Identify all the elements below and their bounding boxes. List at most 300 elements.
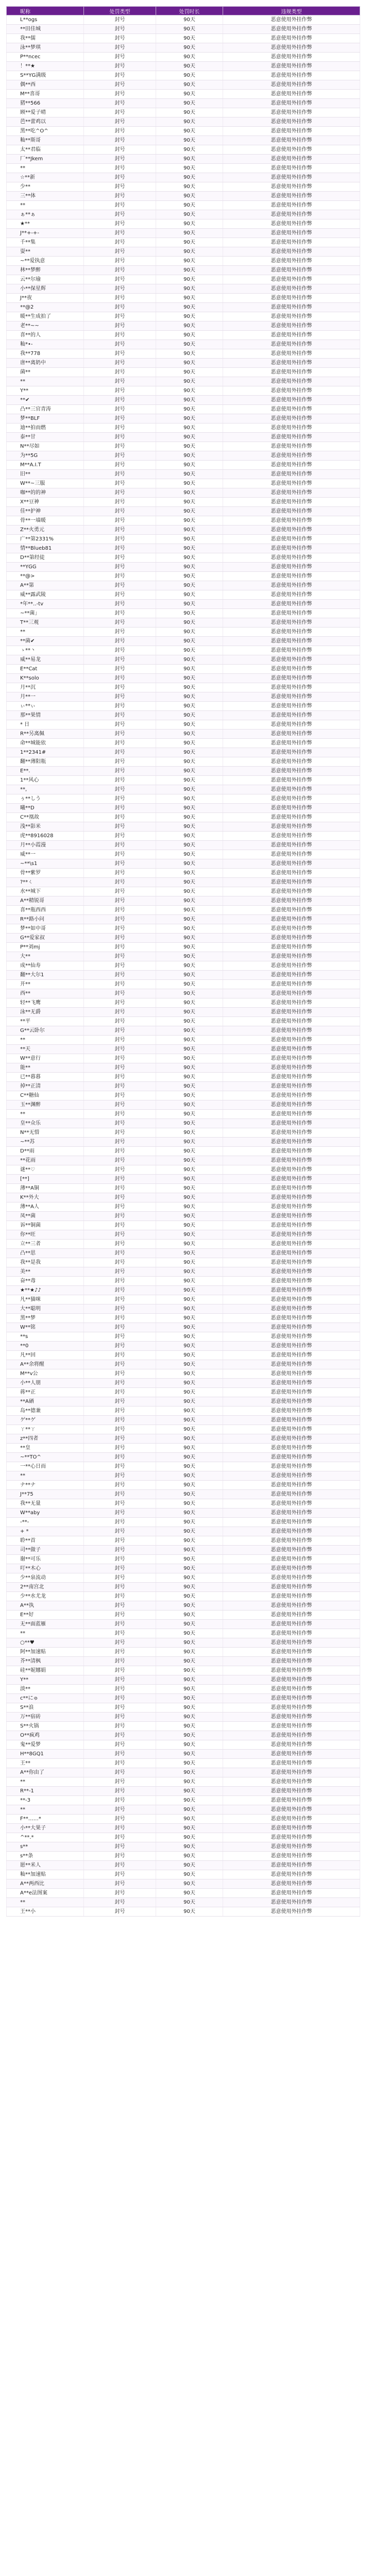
cell-nickname: 老**~~ <box>7 321 84 331</box>
cell-penalty-type: 封号 <box>84 720 156 730</box>
cell-penalty-type: 封号 <box>84 1471 156 1481</box>
cell-penalty-duration: 90天 <box>156 1629 223 1638</box>
cell-nickname: 命**城能依 <box>7 739 84 748</box>
table-row <box>7 1230 360 1240</box>
cell-nickname: **花雨 <box>7 1156 84 1165</box>
cell-penalty-type: 封号 <box>84 1267 156 1277</box>
table-row <box>7 1119 360 1128</box>
cell-nickname: **@2 <box>7 303 84 312</box>
cell-nickname: W**~三服 <box>7 479 84 488</box>
cell-nickname: 大**聪明 <box>7 1304 84 1314</box>
cell-penalty-type: 封号 <box>84 433 156 442</box>
cell-penalty-duration: 90天 <box>156 423 223 433</box>
cell-penalty-type: 封号 <box>84 1184 156 1193</box>
cell-penalty-type: 封号 <box>84 1620 156 1629</box>
cell-violation-type: 恶意使用外挂作弊 <box>223 665 360 674</box>
cell-penalty-type: 封号 <box>84 618 156 628</box>
table-row <box>7 1128 360 1138</box>
cell-nickname: 水**城下 <box>7 887 84 896</box>
cell-penalty-duration: 90天 <box>156 1527 223 1536</box>
cell-violation-type: 恶意使用外挂作弊 <box>223 312 360 321</box>
cell-violation-type: 恶意使用外挂作弊 <box>223 1740 360 1750</box>
cell-penalty-type: 封号 <box>84 405 156 414</box>
cell-penalty-duration: 90天 <box>156 628 223 637</box>
table-row <box>7 1722 360 1731</box>
cell-nickname: R**另离佩 <box>7 730 84 739</box>
cell-penalty-type: 封号 <box>84 1175 156 1184</box>
cell-penalty-type: 封号 <box>84 516 156 526</box>
cell-nickname: D**第经徒 <box>7 553 84 563</box>
cell-violation-type: 恶意使用外挂作弊 <box>223 869 360 878</box>
cell-penalty-type: 封号 <box>84 442 156 451</box>
cell-penalty-type: 封号 <box>84 1536 156 1546</box>
cell-penalty-type: 封号 <box>84 1240 156 1249</box>
cell-violation-type: 恶意使用外挂作弊 <box>223 1017 360 1026</box>
cell-violation-type: 恶意使用外挂作弊 <box>223 210 360 219</box>
cell-violation-type: 恶意使用外挂作弊 <box>223 479 360 488</box>
cell-violation-type: 恶意使用外挂作弊 <box>223 1471 360 1481</box>
cell-nickname: A**余将醒 <box>7 1360 84 1369</box>
cell-nickname: 我**无量 <box>7 1499 84 1509</box>
cell-nickname: E**Cat <box>7 665 84 674</box>
cell-penalty-type: 封号 <box>84 572 156 581</box>
cell-violation-type: 恶意使用外挂作弊 <box>223 1332 360 1342</box>
table-row <box>7 896 360 906</box>
cell-nickname: A**你由了 <box>7 1768 84 1777</box>
table-row <box>7 618 360 628</box>
cell-penalty-type: 封号 <box>84 971 156 980</box>
cell-violation-type: 恶意使用外挂作弊 <box>223 1110 360 1119</box>
cell-violation-type: 恶意使用外挂作弊 <box>223 915 360 924</box>
cell-penalty-type: 封号 <box>84 1907 156 1917</box>
cell-penalty-duration: 90天 <box>156 303 223 312</box>
cell-penalty-type: 封号 <box>84 841 156 850</box>
cell-violation-type: 恶意使用外挂作弊 <box>223 637 360 646</box>
cell-penalty-duration: 90天 <box>156 1406 223 1416</box>
cell-nickname: F**……* <box>7 1815 84 1824</box>
table-row <box>7 1824 360 1833</box>
cell-nickname: ナ**ナ <box>7 1481 84 1490</box>
cell-penalty-type: 封号 <box>84 284 156 294</box>
cell-nickname: 威**易龙 <box>7 655 84 665</box>
table-row <box>7 711 360 720</box>
cell-nickname: N**尽如 <box>7 442 84 451</box>
cell-violation-type: 恶意使用外挂作弊 <box>223 1815 360 1824</box>
cell-violation-type: 恶意使用外挂作弊 <box>223 1258 360 1267</box>
cell-violation-type: 恶意使用外挂作弊 <box>223 934 360 943</box>
cell-nickname: 轻**飞鹰 <box>7 998 84 1008</box>
cell-penalty-duration: 90天 <box>156 1295 223 1304</box>
cell-nickname: 佳**护神 <box>7 507 84 516</box>
cell-penalty-type: 封号 <box>84 80 156 90</box>
cell-penalty-duration: 90天 <box>156 1221 223 1230</box>
cell-penalty-duration: 90天 <box>156 386 223 396</box>
cell-nickname: ~**TO^ <box>7 1453 84 1462</box>
cell-penalty-duration: 90天 <box>156 1036 223 1045</box>
cell-penalty-duration: 90天 <box>156 1657 223 1666</box>
cell-nickname: D**雨 <box>7 1147 84 1156</box>
table-row <box>7 1629 360 1638</box>
cell-violation-type: 恶意使用外挂作弊 <box>223 535 360 544</box>
cell-penalty-type: 封号 <box>84 1638 156 1648</box>
table-row <box>7 340 360 349</box>
table-row <box>7 1175 360 1184</box>
cell-violation-type: 恶意使用外挂作弊 <box>223 544 360 553</box>
cell-nickname: ぅ**しう <box>7 794 84 804</box>
cell-violation-type: 恶意使用外挂作弊 <box>223 1768 360 1777</box>
cell-penalty-duration: 90天 <box>156 813 223 822</box>
cell-violation-type: 恶意使用外挂作弊 <box>223 136 360 145</box>
cell-penalty-duration: 90天 <box>156 961 223 971</box>
cell-penalty-type: 封号 <box>84 1490 156 1499</box>
cell-nickname: ★**★♪♪ <box>7 1286 84 1295</box>
cell-nickname: **平 <box>7 1017 84 1026</box>
cell-nickname: P**刘mj <box>7 943 84 952</box>
cell-violation-type: 恶意使用外挂作弊 <box>223 896 360 906</box>
cell-violation-type: 恶意使用外挂作弊 <box>223 257 360 266</box>
table-row <box>7 201 360 210</box>
cell-penalty-type: 封号 <box>84 90 156 99</box>
cell-penalty-duration: 90天 <box>156 609 223 618</box>
table-row <box>7 1054 360 1063</box>
cell-violation-type: 恶意使用外挂作弊 <box>223 1685 360 1694</box>
cell-violation-type: 恶意使用外挂作弊 <box>223 1889 360 1898</box>
cell-violation-type: 恶意使用外挂作弊 <box>223 488 360 498</box>
cell-penalty-type: 封号 <box>84 15 156 25</box>
cell-penalty-type: 封号 <box>84 628 156 637</box>
table-row <box>7 99 360 108</box>
cell-violation-type: 恶意使用外挂作弊 <box>223 1509 360 1518</box>
table-row <box>7 1314 360 1323</box>
cell-nickname: 林**梦醉 <box>7 266 84 275</box>
cell-penalty-duration: 90天 <box>156 1397 223 1406</box>
cell-nickname: 聆**首 <box>7 1536 84 1546</box>
cell-penalty-duration: 90天 <box>156 488 223 498</box>
table-row <box>7 1156 360 1165</box>
cell-penalty-duration: 90天 <box>156 1611 223 1620</box>
cell-violation-type: 恶意使用外挂作弊 <box>223 563 360 572</box>
cell-penalty-duration: 90天 <box>156 1230 223 1240</box>
cell-penalty-type: 封号 <box>84 1629 156 1638</box>
cell-penalty-type: 封号 <box>84 155 156 164</box>
table-row <box>7 535 360 544</box>
cell-nickname: -**- <box>7 1518 84 1527</box>
cell-penalty-duration: 90天 <box>156 257 223 266</box>
cell-penalty-duration: 90天 <box>156 869 223 878</box>
table-row <box>7 980 360 989</box>
cell-violation-type: 恶意使用外挂作弊 <box>223 961 360 971</box>
table-row <box>7 386 360 396</box>
table-row <box>7 1555 360 1564</box>
cell-violation-type: 恶意使用外挂作弊 <box>223 1573 360 1583</box>
cell-violation-type: 恶意使用外挂作弊 <box>223 1175 360 1184</box>
cell-nickname: 淡** <box>7 1685 84 1694</box>
cell-penalty-type: 封号 <box>84 1527 156 1536</box>
cell-penalty-type: 封号 <box>84 321 156 331</box>
table-row <box>7 924 360 934</box>
cell-penalty-type: 封号 <box>84 1870 156 1879</box>
cell-violation-type: 恶意使用外挂作弊 <box>223 1026 360 1036</box>
cell-violation-type: 恶意使用外挂作弊 <box>223 1100 360 1110</box>
cell-violation-type: 恶意使用外挂作弊 <box>223 804 360 813</box>
cell-nickname: 2**南宫北 <box>7 1583 84 1592</box>
cell-nickname: ぁ**ぁ <box>7 210 84 219</box>
cell-violation-type: 恶意使用外挂作弊 <box>223 646 360 655</box>
table-row <box>7 451 360 461</box>
cell-violation-type: 恶意使用外挂作弊 <box>223 1138 360 1147</box>
table-row <box>7 90 360 99</box>
cell-penalty-type: 封号 <box>84 1666 156 1675</box>
cell-nickname: 菌** <box>7 368 84 377</box>
cell-nickname: ?**ㄑ <box>7 878 84 887</box>
table-row <box>7 1202 360 1212</box>
cell-penalty-type: 封号 <box>84 1833 156 1842</box>
cell-violation-type: 恶意使用外挂作弊 <box>223 1833 360 1842</box>
cell-nickname: **0 <box>7 1342 84 1351</box>
cell-penalty-duration: 90天 <box>156 1648 223 1657</box>
cell-penalty-type: 封号 <box>84 1202 156 1212</box>
table-row <box>7 396 360 405</box>
cell-violation-type: 恶意使用外挂作弊 <box>223 1193 360 1202</box>
cell-penalty-type: 封号 <box>84 507 156 516</box>
table-row <box>7 414 360 423</box>
cell-penalty-type: 封号 <box>84 1045 156 1054</box>
cell-penalty-type: 封号 <box>84 108 156 117</box>
cell-violation-type: 恶意使用外挂作弊 <box>223 275 360 284</box>
cell-penalty-duration: 90天 <box>156 321 223 331</box>
cell-violation-type: 恶意使用外挂作弊 <box>223 1852 360 1861</box>
cell-violation-type: 恶意使用外挂作弊 <box>223 53 360 62</box>
table-row <box>7 730 360 739</box>
cell-violation-type: 恶意使用外挂作弊 <box>223 702 360 711</box>
table-row <box>7 1110 360 1119</box>
cell-penalty-duration: 90天 <box>156 563 223 572</box>
cell-violation-type: 恶意使用外挂作弊 <box>223 340 360 349</box>
cell-penalty-type: 封号 <box>84 1258 156 1267</box>
table-row <box>7 813 360 822</box>
cell-penalty-duration: 90天 <box>156 1536 223 1546</box>
table-row <box>7 998 360 1008</box>
table-row <box>7 1360 360 1369</box>
cell-penalty-type: 封号 <box>84 1304 156 1314</box>
cell-penalty-duration: 90天 <box>156 25 223 34</box>
cell-violation-type: 恶意使用外挂作弊 <box>223 99 360 108</box>
cell-nickname: ** <box>7 1898 84 1907</box>
cell-penalty-duration: 90天 <box>156 294 223 303</box>
table-row <box>7 1731 360 1740</box>
cell-penalty-duration: 90天 <box>156 266 223 275</box>
table-row <box>7 943 360 952</box>
cell-penalty-type: 封号 <box>84 247 156 257</box>
cell-penalty-duration: 90天 <box>156 757 223 767</box>
table-row <box>7 461 360 470</box>
cell-nickname: 已**暮暮 <box>7 1073 84 1082</box>
table-row <box>7 1165 360 1175</box>
cell-nickname: s**条 <box>7 1852 84 1861</box>
table-row <box>7 1073 360 1082</box>
cell-penalty-type: 封号 <box>84 1713 156 1722</box>
cell-nickname: * 日 <box>7 720 84 730</box>
table-row <box>7 164 360 173</box>
cell-penalty-duration: 90天 <box>156 1898 223 1907</box>
cell-penalty-duration: 90天 <box>156 906 223 915</box>
cell-penalty-type: 封号 <box>84 1555 156 1564</box>
cell-penalty-type: 封号 <box>84 822 156 832</box>
table-row <box>7 257 360 266</box>
cell-penalty-duration: 90天 <box>156 526 223 535</box>
table-row <box>7 841 360 850</box>
cell-violation-type: 恶意使用外挂作弊 <box>223 442 360 451</box>
cell-nickname: 情**Blueb81 <box>7 544 84 553</box>
cell-penalty-duration: 90天 <box>156 711 223 720</box>
cell-penalty-duration: 90天 <box>156 229 223 238</box>
cell-nickname: 偶**西 <box>7 80 84 90</box>
cell-penalty-duration: 90天 <box>156 1444 223 1453</box>
cell-nickname: L**ogs <box>7 15 84 25</box>
cell-penalty-duration: 90天 <box>156 1156 223 1165</box>
cell-violation-type: 恶意使用外挂作弊 <box>223 1351 360 1360</box>
cell-nickname: 硅**妮娜娟 <box>7 1666 84 1675</box>
cell-penalty-type: 封号 <box>84 748 156 757</box>
cell-nickname: 籼*•- <box>7 340 84 349</box>
cell-nickname: 凸**三官青涛 <box>7 405 84 414</box>
cell-nickname: **A硒 <box>7 1397 84 1406</box>
cell-penalty-duration: 90天 <box>156 600 223 609</box>
cell-nickname: z**四者 <box>7 1434 84 1444</box>
table-row <box>7 1286 360 1295</box>
cell-penalty-type: 封号 <box>84 869 156 878</box>
cell-penalty-duration: 90天 <box>156 62 223 71</box>
cell-violation-type: 恶意使用外挂作弊 <box>223 1611 360 1620</box>
cell-penalty-type: 封号 <box>84 1842 156 1852</box>
cell-penalty-duration: 90天 <box>156 1518 223 1527</box>
cell-violation-type: 恶意使用外挂作弊 <box>223 572 360 581</box>
table-row <box>7 1425 360 1434</box>
cell-violation-type: 恶意使用外挂作弊 <box>223 1221 360 1230</box>
cell-nickname: 旧** <box>7 470 84 479</box>
cell-penalty-type: 封号 <box>84 943 156 952</box>
cell-penalty-type: 封号 <box>84 785 156 794</box>
cell-nickname: H**8GQ1 <box>7 1750 84 1759</box>
cell-nickname: 少**泉流动 <box>7 1573 84 1583</box>
cell-nickname: ~**\s1 <box>7 859 84 869</box>
cell-nickname: 薄**A铜 <box>7 1184 84 1193</box>
cell-penalty-duration: 90天 <box>156 804 223 813</box>
table-row <box>7 1852 360 1861</box>
cell-violation-type: 恶意使用外挂作弊 <box>223 1063 360 1073</box>
cell-violation-type: 恶意使用外挂作弊 <box>223 359 360 368</box>
cell-violation-type: 恶意使用外挂作弊 <box>223 405 360 414</box>
table-row <box>7 971 360 980</box>
table-row <box>7 1713 360 1722</box>
cell-violation-type: 恶意使用外挂作弊 <box>223 201 360 210</box>
cell-penalty-duration: 90天 <box>156 980 223 989</box>
cell-penalty-type: 封号 <box>84 127 156 136</box>
cell-penalty-duration: 90天 <box>156 516 223 526</box>
cell-violation-type: 恶意使用外挂作弊 <box>223 1583 360 1592</box>
cell-nickname: A**精锐哥 <box>7 896 84 906</box>
cell-violation-type: 恶意使用外挂作弊 <box>223 127 360 136</box>
cell-penalty-type: 封号 <box>84 1425 156 1434</box>
cell-penalty-type: 封号 <box>84 1026 156 1036</box>
table-row <box>7 878 360 887</box>
table-row <box>7 1036 360 1045</box>
cell-nickname: 顾**爱子晴 <box>7 108 84 117</box>
cell-penalty-type: 封号 <box>84 1100 156 1110</box>
table-row <box>7 1100 360 1110</box>
table-row <box>7 25 360 34</box>
cell-violation-type: 恶意使用外挂作弊 <box>223 1759 360 1768</box>
table-row <box>7 303 360 312</box>
cell-penalty-duration: 90天 <box>156 284 223 294</box>
cell-penalty-type: 封号 <box>84 1165 156 1175</box>
cell-penalty-duration: 90天 <box>156 451 223 461</box>
cell-nickname: 1**风心 <box>7 776 84 785</box>
cell-penalty-type: 封号 <box>84 859 156 869</box>
cell-nickname: 王** <box>7 1759 84 1768</box>
cell-penalty-duration: 90天 <box>156 859 223 869</box>
table-row <box>7 1703 360 1713</box>
cell-penalty-duration: 90天 <box>156 572 223 581</box>
cell-penalty-duration: 90天 <box>156 683 223 692</box>
table-row <box>7 368 360 377</box>
table-row <box>7 423 360 433</box>
cell-penalty-type: 封号 <box>84 1648 156 1657</box>
cell-violation-type: 恶意使用外挂作弊 <box>223 108 360 117</box>
cell-penalty-duration: 90天 <box>156 934 223 943</box>
cell-penalty-type: 封号 <box>84 1036 156 1045</box>
cell-violation-type: 恶意使用外挂作弊 <box>223 284 360 294</box>
cell-nickname: A**e法图案 <box>7 1889 84 1898</box>
cell-nickname: **田佳城 <box>7 25 84 34</box>
cell-nickname: 月**小霞漫 <box>7 841 84 850</box>
cell-violation-type: 恶意使用外挂作弊 <box>223 1657 360 1666</box>
cell-violation-type: 恶意使用外挂作弊 <box>223 266 360 275</box>
cell-penalty-duration: 90天 <box>156 405 223 414</box>
cell-penalty-duration: 90天 <box>156 1416 223 1425</box>
cell-penalty-duration: 90天 <box>156 238 223 247</box>
cell-violation-type: 恶意使用外挂作弊 <box>223 1870 360 1879</box>
cell-violation-type: 恶意使用外挂作弊 <box>223 238 360 247</box>
cell-violation-type: 恶意使用外挂作弊 <box>223 739 360 748</box>
cell-nickname: ** <box>7 1777 84 1787</box>
cell-nickname: 云**尔瑜 <box>7 275 84 284</box>
cell-penalty-duration: 90天 <box>156 841 223 850</box>
cell-penalty-type: 封号 <box>84 1397 156 1406</box>
cell-violation-type: 恶意使用外挂作弊 <box>223 1406 360 1416</box>
cell-nickname: **@> <box>7 572 84 581</box>
cell-penalty-type: 封号 <box>84 1750 156 1759</box>
cell-penalty-duration: 90天 <box>156 1332 223 1342</box>
cell-penalty-type: 封号 <box>84 25 156 34</box>
cell-violation-type: 恶意使用外挂作弊 <box>223 655 360 665</box>
table-row <box>7 1861 360 1870</box>
table-row <box>7 767 360 776</box>
cell-nickname: J**夜 <box>7 294 84 303</box>
cell-violation-type: 恶意使用外挂作弊 <box>223 516 360 526</box>
cell-penalty-type: 封号 <box>84 896 156 906</box>
table-row <box>7 1499 360 1509</box>
cell-nickname: G**爱家叔 <box>7 934 84 943</box>
cell-penalty-type: 封号 <box>84 1675 156 1685</box>
table-row <box>7 1351 360 1360</box>
cell-nickname: ** <box>7 1629 84 1638</box>
cell-penalty-type: 封号 <box>84 498 156 507</box>
cell-penalty-duration: 90天 <box>156 1453 223 1462</box>
cell-violation-type: 恶意使用外挂作弊 <box>223 730 360 739</box>
cell-nickname: K**外大 <box>7 1193 84 1202</box>
table-row <box>7 1342 360 1351</box>
